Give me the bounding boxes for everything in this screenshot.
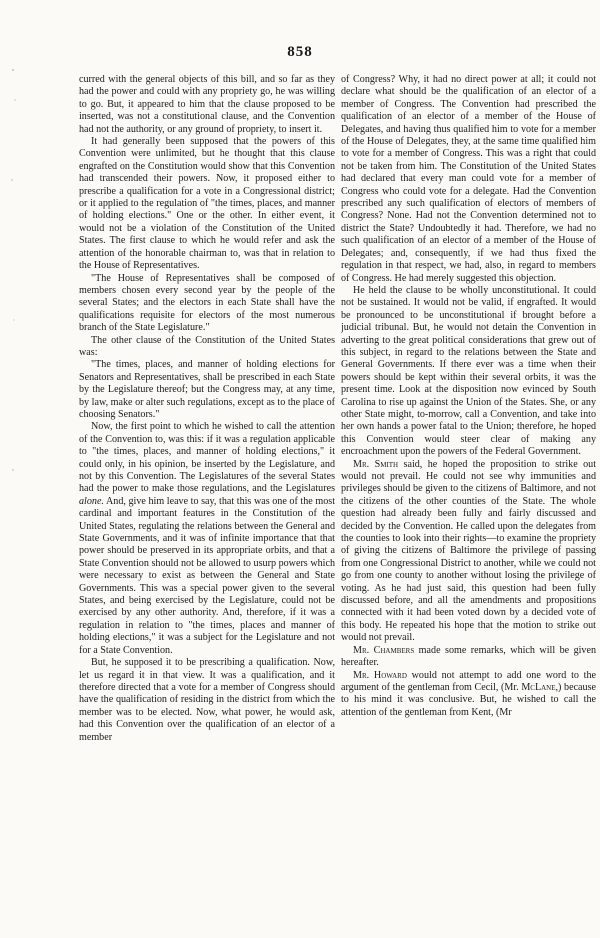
speaker-name: Mr. Chambers (353, 644, 415, 656)
text-segment: And, give him leave to say, that this was one of the most cardinal and important features in the Constitution of the United States, regulating the relations between the General and State Governments, and it was of infinite importance that that power should be preserved in its appropriate orbits, and that a State Convention should not be allowed to usurp powers which were necessary to exist as between the General and State Governments. This was a special power given to the several States, and being exercised by the Legislature, could not be exercised by any other authority. And, therefore, if it was a regulation in relation to "the times, places and manner of holding elections," it was a subject for the Legislature and not for a State Convention. (79, 495, 335, 656)
text-segment: "The House of Representatives shall be composed of members chosen every second year by the people of the several States; and the electors in each State shall have the qualifications requisite for electors of the most numerous branch of the State Legislature." (79, 272, 335, 334)
text-segment: "The times, places, and manner of holding elections for Senators and Representatives, shall be prescribed in each State by the Legislature thereof; but the Congress may, at any time, by law, make or alter such regulations, except as to the place of choosing Senators." (79, 359, 335, 420)
text-segment: said, he hoped the proposition to strike out would not prevail. He could not see why immunities and privileges should be given to the citizens of Baltimore, and not the citizens of the other counties of the State. The whole question had already been fully and fairly discussed and decided by the Convention. He called upon the delegates from the counties to look into their rights—to examine the propriety of giving the citizens of Baltimore the privilege of passing from one Congressional District to another, while we could not go from one county to another without losing the privilege of voting. As he had just said, this question had been fully discussed before, and all the amendments and propositions connected with it had been voted down by a decided vote of this body. He repeated his hope that the motion to strike out would not prevail. (341, 458, 596, 644)
paragraph (79, 421, 335, 657)
paragraph (341, 459, 596, 645)
paragraph (341, 74, 596, 285)
speaker-name: Mr. Howard (353, 669, 407, 681)
paragraph (79, 335, 335, 360)
paragraph (79, 657, 335, 744)
paragraph (79, 136, 335, 272)
paragraph (79, 74, 335, 136)
right-column (341, 74, 596, 936)
left-column (79, 74, 335, 936)
text-segment: The other clause of the Constitution of the United States was: (79, 334, 335, 358)
margin-specks (10, 60, 18, 560)
page-number: 858 (287, 44, 313, 60)
text-segment: But, he supposed it to be prescribing a qualification. Now, let us regard it in that view. It was a qualification, and it therefore directed that a vote for a member of Congress should have the qualification of residing in the district from which the member was to be elected. Now, what power, he would ask, had this Convention over the qualification of an elector of a member (79, 657, 335, 743)
paragraph (341, 670, 596, 720)
text-segment: alone. (79, 495, 104, 507)
speaker-name: McLane (521, 681, 556, 693)
text-segment: He held the clause to be wholly unconstitutional. It could not be sustained. It would not be valid, if engrafted. It would be pronounced to be unconstitutional if brought before a judicial tribunal. But, he would not detain the Convention in adverting to the great political considerations that grew out of this subject, in regard to the relations between the State and General Governments. If there ever was a time when their powers should be kept within their several orbits, it was the present time. Look at the disposition now evinced by South Carolina to rise up against the Union of the States. She, or any other State might, to-morrow, call a Convention, and take into her own hands a power fatal to the Union; therefore, he hoped this Convention would steer clear of making any encroachment upon the powers of the Federal Government. (341, 284, 596, 458)
paragraph (79, 359, 335, 421)
text-segment: of Congress? Why, it had no direct power at all; it could not declare what should be the qualification of an elector of a member of Congress. The Convention had prescribed the qualification of an elector of a member of the House of Delegates, and having thus qualified him to vote for a member of the House of Delegates, they, at the same time qualified him to vote for a member of Congress. This was a right that could not be taken from him. The Constitution of the United States had declared that every man could vote for a member of Congress who could vote for a delegate. Had the Convention prescribed any such qualification of electors of members of Congress? None. Had not the Convention determined not to district the State? Undoubtedly it had. Therefore, we had no such qualification of an elector of a member of the House of Delegates; and, consequently, if we had thus fixed the regulation in that respect, we had, also, in regard to members of Congress. He had merely suggested this objection. (341, 74, 596, 284)
text-segment: Now, the first point to which he wished to call the attention of the Convention to, was this: if it was a regulation applicable to "the times, places, and manner of holding elections," it could only, in his opinion, be inserted by the Legislature, and not by this Convention. The Legislatures of the several States had the power to make those regulations, and the Legislatures (79, 421, 335, 495)
text-segment: curred with the general objects of this bill, and so far as they had the power and could with any propriety go, he was willing to go. But, it appeared to him that the clause proposed to be inserted, was not a constitutional clause, and the Convention had not the authority, or any ground of propriety, to insert it. (79, 74, 335, 135)
paragraph (341, 645, 596, 670)
speaker-name: Mr. Smith (353, 458, 399, 470)
text-segment: It had generally been supposed that the powers of this Convention were unlimited, but he thought that this clause engrafted on the Constitution would show that this Convention had transcended their powers. Now, it proposed either to prescribe a qualification for a vote in a Congressional district; or it applied to the regulation of "the times, places, and manner of holding elections." One or the other. In either event, it would not be a violation of the Constitution of the United States. The first clause to which he would refer and ask the attention of the honorable chairman to, was that in relation to the House of Representatives. (79, 136, 335, 272)
text-segment: ,) because to his mind it was conclusive. But, he wished to call the attention of the gentleman from Kent, (Mr (341, 681, 596, 718)
paragraph (341, 285, 596, 459)
paragraph (79, 273, 335, 335)
text-segment: would not attempt to add one word to the argument of the gentleman from Cecil, (Mr. (341, 669, 596, 693)
text-segment: made some remarks, which will be given hereafter. (341, 644, 596, 669)
